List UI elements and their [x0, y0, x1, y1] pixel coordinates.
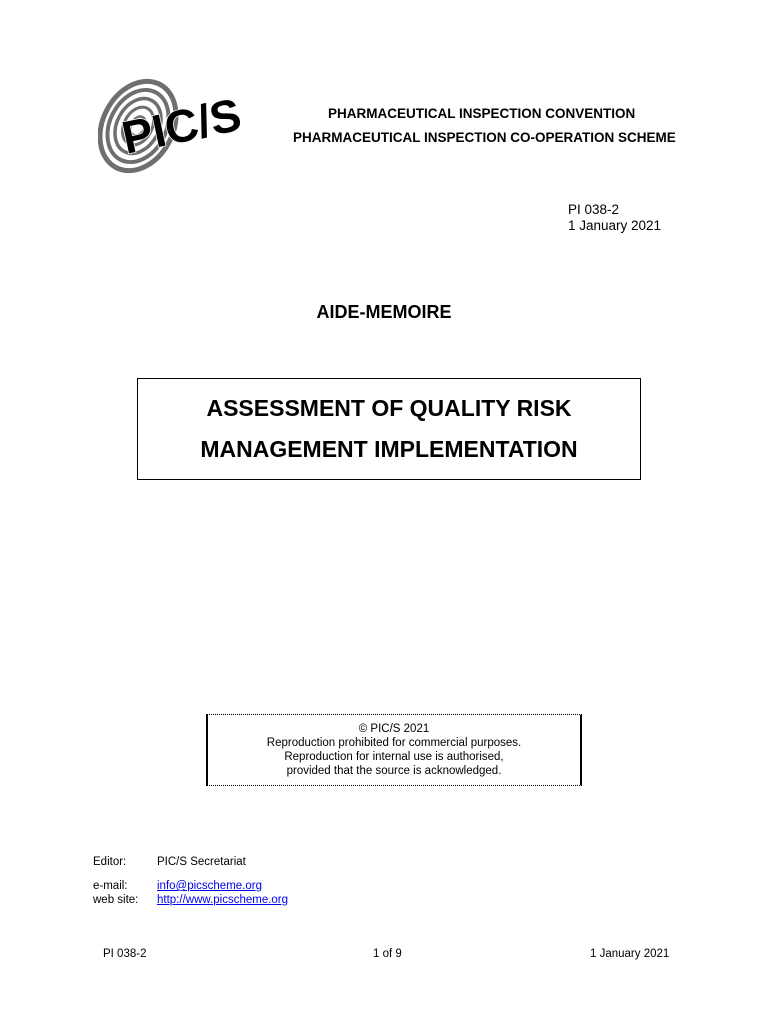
title-line-2: MANAGEMENT IMPLEMENTATION [200, 436, 578, 462]
copyright-line: Reproduction for internal use is authorised, [284, 751, 504, 763]
title-line-1: ASSESSMENT OF QUALITY RISK [206, 395, 572, 421]
document-date: 1 January 2021 [568, 218, 662, 233]
copyright-line: Reproduction prohibited for commercial purposes. [266, 737, 522, 749]
pics-logo [98, 74, 266, 174]
document-type: AIDE-MEMOIRE [316, 302, 452, 322]
footer-document-code: PI 038-2 [103, 948, 147, 960]
copyright-line: © PIC/S 2021 [358, 723, 430, 735]
title-box [137, 378, 641, 480]
email-label: e-mail: [93, 880, 128, 892]
email-link[interactable]: info@picscheme.org [157, 880, 262, 892]
website-link[interactable]: http://www.picscheme.org [157, 894, 289, 906]
footer-date: 1 January 2021 [590, 948, 670, 960]
copyright-notice [206, 714, 582, 786]
document-reference [568, 202, 661, 234]
copyright-line: provided that the source is acknowledged. [286, 765, 502, 777]
org-name-scheme: PHARMACEUTICAL INSPECTION CO-OPERATION SCHEME [293, 130, 676, 145]
editor-label: Editor: [93, 856, 127, 868]
website-label: web site: [93, 894, 139, 906]
editor-value: PIC/S Secretariat [157, 856, 246, 868]
org-name-convention: PHARMACEUTICAL INSPECTION CONVENTION [328, 106, 636, 121]
footer-page-number: 1 of 9 [373, 948, 402, 960]
logo-wordmark: PIC/S [117, 87, 246, 164]
document-code: PI 038-2 [568, 202, 620, 217]
